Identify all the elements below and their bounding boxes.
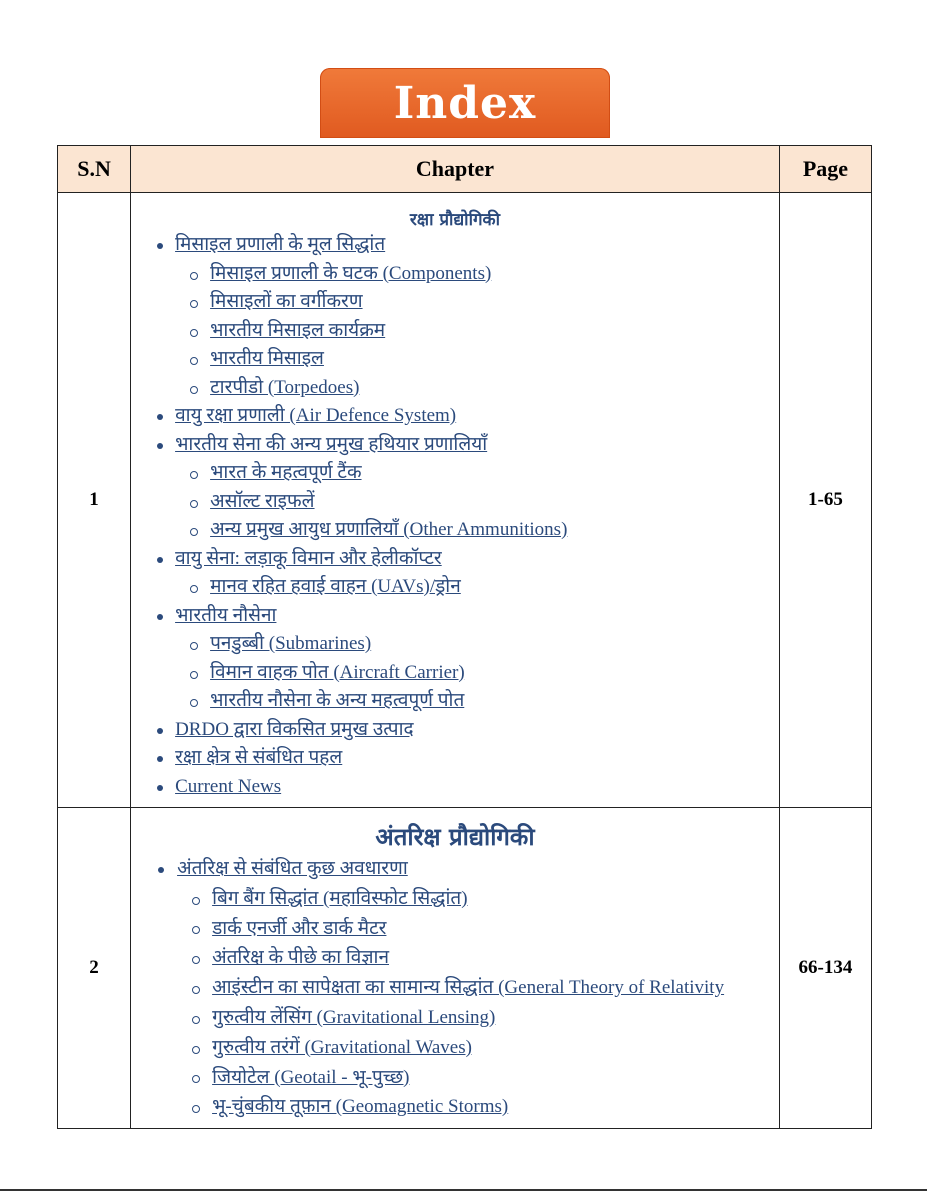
bullet-disc-icon <box>157 414 163 420</box>
header-sn: S.N <box>58 146 131 193</box>
subtopic-item <box>131 630 779 659</box>
page-bottom-rule <box>0 1189 927 1191</box>
topic-item <box>131 773 779 802</box>
subtopic-item <box>131 1063 779 1093</box>
subtopic-item <box>131 345 779 374</box>
subtopic-link[interactable]: अन्य प्रमुख आयुध प्रणालियाँ (Other Ammunitions) <box>210 519 568 540</box>
chapter-contents <box>131 808 779 1128</box>
subtopic-link[interactable]: विमान वाहक पोत (Aircraft Carrier) <box>210 661 465 683</box>
bullet-circle-icon <box>192 1016 200 1024</box>
subtopic-item <box>131 1092 779 1122</box>
subtopic-link[interactable]: भारत के महत्वपूर्ण टैंक <box>210 462 362 483</box>
row-page-range: 66-134 <box>779 808 871 1129</box>
subtopic-link[interactable]: पनडुब्बी (Submarines) <box>210 633 372 654</box>
subtopic-link[interactable]: डार्क एनर्जी और डार्क मैटर <box>212 917 387 939</box>
subtopic-link[interactable]: टारपीडो (Torpedoes) <box>210 376 360 398</box>
subtopic-link[interactable]: असॉल्ट राइफलें <box>210 490 315 512</box>
topic-item <box>131 231 779 260</box>
subtopic-link[interactable]: मानव रहित हवाई वाहन (UAVs)/ड्रोन <box>210 576 461 597</box>
subtopic-item <box>131 459 779 488</box>
topic-item <box>131 716 779 745</box>
topic-item <box>131 744 779 773</box>
bullet-circle-icon <box>190 699 198 707</box>
bullet-disc-icon <box>157 443 163 449</box>
subtopic-link[interactable]: भू-चुंबकीय तूफ़ान (Geomagnetic Storms) <box>212 1096 509 1118</box>
bullet-circle-icon <box>192 1075 200 1083</box>
subtopic-link[interactable]: गुरुत्वीय लेंसिंग (Gravitational Lensing) <box>212 1006 496 1028</box>
topic-link[interactable]: भारतीय नौसेना <box>175 604 277 626</box>
subtopic-link[interactable]: मिसाइलों का वर्गीकरण <box>210 291 363 312</box>
table-header-row <box>58 146 872 193</box>
bullet-disc-icon <box>158 867 164 873</box>
bullet-circle-icon <box>190 471 198 479</box>
bullet-circle-icon <box>190 671 198 679</box>
subtopic-link[interactable]: अंतरिक्ष के पीछे का विज्ञान <box>212 947 390 969</box>
row-sn: 2 <box>58 808 131 1129</box>
bullet-circle-icon <box>192 897 200 905</box>
bullet-disc-icon <box>157 785 163 791</box>
row-page-range: 1-65 <box>779 193 871 808</box>
subtopic-link[interactable]: भारतीय मिसाइल <box>210 348 324 369</box>
subtopic-link[interactable]: जियोटेल (Geotail - भू-पुच्छ) <box>212 1066 410 1088</box>
bullet-circle-icon <box>190 386 198 394</box>
subtopic-link[interactable]: गुरुत्वीय तरंगें (Gravitational Waves) <box>212 1036 472 1058</box>
topic-link[interactable]: मिसाइल प्रणाली के मूल सिद्धांत <box>175 234 386 255</box>
index-table <box>57 145 872 1129</box>
subtopic-item <box>131 943 779 973</box>
subtopic-item <box>131 973 779 1003</box>
bullet-disc-icon <box>157 614 163 620</box>
topic-list <box>131 854 779 1122</box>
bullet-circle-icon <box>190 272 198 280</box>
topic-item <box>131 602 779 631</box>
topic-item <box>131 545 779 574</box>
topic-item <box>131 402 779 431</box>
subtopic-item <box>131 260 779 289</box>
subtopic-item <box>131 1033 779 1063</box>
chapter-title: अंतरिक्ष प्रौद्योगिकी <box>375 823 535 851</box>
topic-item <box>131 431 779 460</box>
bullet-circle-icon <box>192 1105 200 1113</box>
bullet-circle-icon <box>190 300 198 308</box>
bullet-circle-icon <box>190 500 198 508</box>
topic-link[interactable]: Current News <box>175 775 282 797</box>
header-page: Page <box>779 146 871 193</box>
topic-link[interactable]: रक्षा क्षेत्र से संबंधित पहल <box>175 747 343 768</box>
subtopic-link[interactable]: मिसाइल प्रणाली के घटक (Components) <box>210 262 492 284</box>
subtopic-item <box>131 659 779 688</box>
subtopic-item <box>131 488 779 517</box>
bullet-circle-icon <box>192 986 200 994</box>
chapter-title: रक्षा प्रौद्योगिकी <box>409 210 501 230</box>
bullet-circle-icon <box>192 956 200 964</box>
index-title: Index <box>393 77 537 129</box>
topic-link[interactable]: DRDO द्वारा विकसित प्रमुख उत्पाद <box>175 718 414 740</box>
topic-link[interactable]: वायु सेना: लड़ाकू विमान और हेलीकॉप्टर <box>175 547 442 569</box>
topic-list <box>131 231 779 801</box>
topic-link[interactable]: अंतरिक्ष से संबंधित कुछ अवधारणा <box>177 858 408 879</box>
subtopic-item <box>131 1003 779 1033</box>
subtopic-link[interactable]: आइंस्टीन का सापेक्षता का सामान्य सिद्धांत (General Theory of Relativity <box>212 977 725 999</box>
subtopic-link[interactable]: बिग बैंग सिद्धांत (महाविस्फोट सिद्धांत) <box>212 887 468 909</box>
bullet-circle-icon <box>190 642 198 650</box>
topic-item <box>131 854 779 884</box>
bullet-circle-icon <box>190 528 198 536</box>
header-chapter: Chapter <box>131 146 780 193</box>
subtopic-item <box>131 516 779 545</box>
subtopic-item <box>131 884 779 914</box>
subtopic-item <box>131 687 779 716</box>
row-chapter <box>131 193 780 808</box>
table-row <box>58 193 872 808</box>
bullet-circle-icon <box>190 357 198 365</box>
table-row <box>58 808 872 1129</box>
row-chapter <box>131 808 780 1129</box>
bullet-disc-icon <box>157 756 163 762</box>
subtopic-link[interactable]: भारतीय नौसेना के अन्य महत्वपूर्ण पोत <box>210 690 465 711</box>
topic-link[interactable]: भारतीय सेना की अन्य प्रमुख हथियार प्रणालियाँ <box>175 433 488 455</box>
subtopic-item <box>131 288 779 317</box>
bullet-circle-icon <box>190 585 198 593</box>
bullet-disc-icon <box>157 243 163 249</box>
subtopic-item <box>131 374 779 403</box>
index-banner <box>320 68 610 138</box>
chapter-contents <box>131 193 779 807</box>
bullet-disc-icon <box>157 728 163 734</box>
topic-link[interactable]: वायु रक्षा प्रणाली (Air Defence System) <box>175 405 457 426</box>
subtopic-link[interactable]: भारतीय मिसाइल कार्यक्रम <box>210 319 386 341</box>
bullet-disc-icon <box>157 557 163 563</box>
subtopic-item <box>131 573 779 602</box>
subtopic-item <box>131 914 779 944</box>
bullet-circle-icon <box>190 329 198 337</box>
bullet-circle-icon <box>192 1046 200 1054</box>
subtopic-item <box>131 317 779 346</box>
bullet-circle-icon <box>192 926 200 934</box>
row-sn: 1 <box>58 193 131 808</box>
